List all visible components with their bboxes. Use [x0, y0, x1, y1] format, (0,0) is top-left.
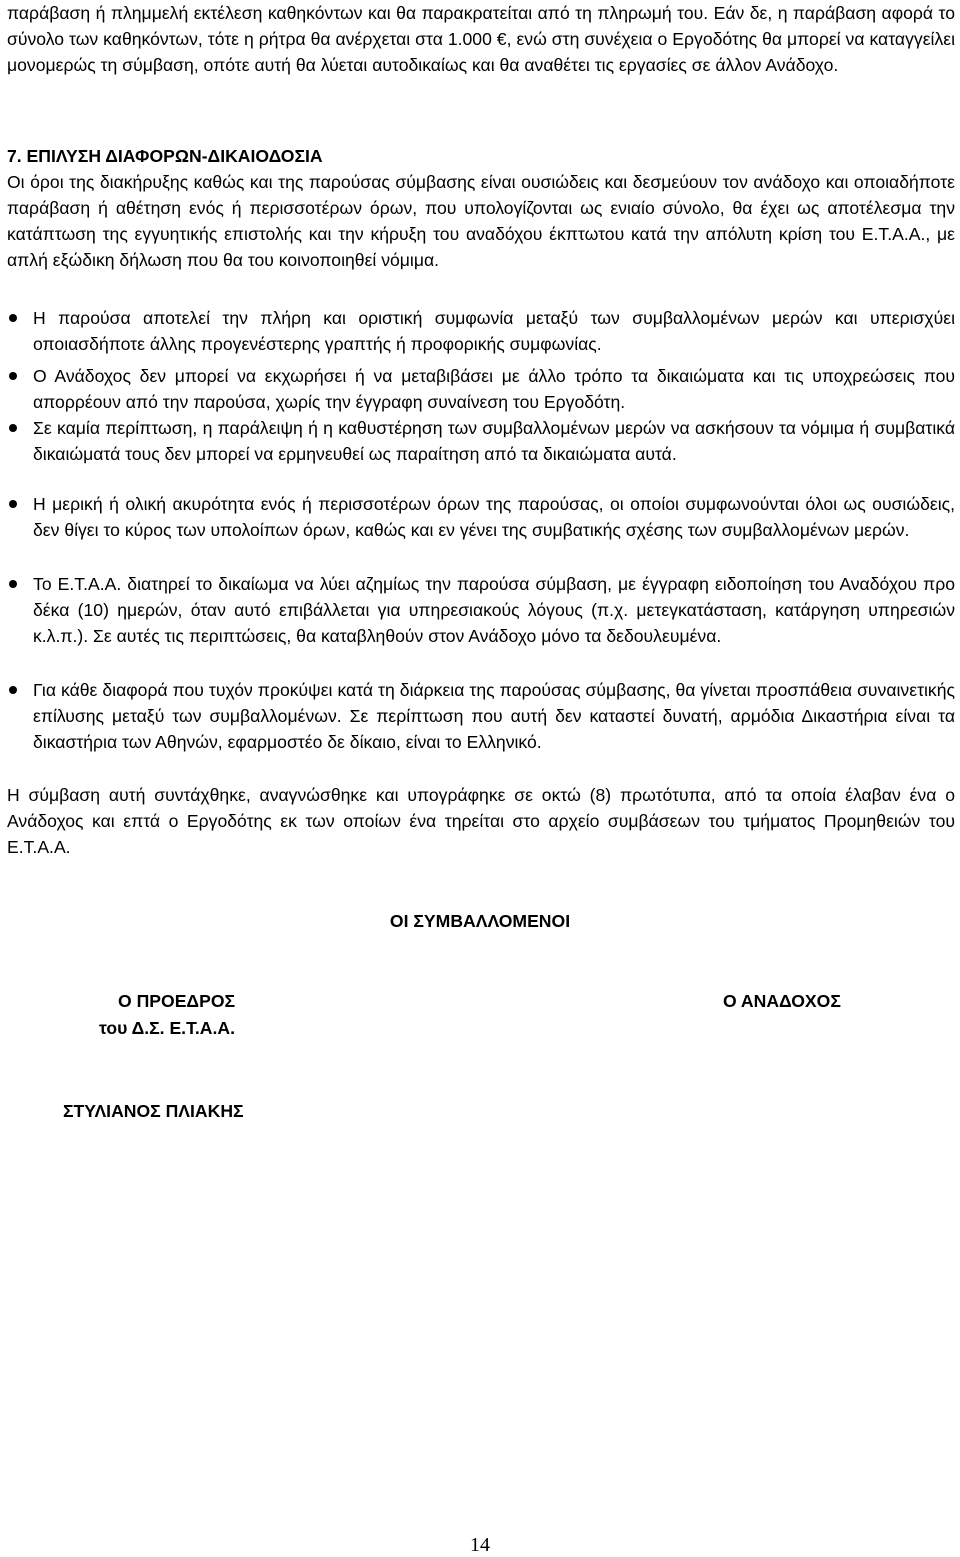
- bullet-icon: [9, 500, 17, 508]
- list-item: [7, 415, 955, 467]
- signatories-heading: ΟΙ ΣΥΜΒΑΛΛΟΜΕΝΟΙ: [389, 911, 571, 931]
- president-subtitle: του Δ.Σ. Ε.Τ.Α.Α.: [99, 1018, 235, 1038]
- section-body-paragraph: Οι όροι της διακήρυξης καθώς και της παρούσας σύμβασης είναι ουσιώδεις και δεσμεύουν τον ανάδοχο και οποιαδήποτε παράβαση ή αθέτηση ενός ή περισσοτέρων όρων, που υπολογίζονται ως ενιαίο σύνολο, θα έχει ως αποτέλεσμα την κατάπτωση της εγγυητικής επιστολής και την κήρυξη του αναδόχου έκπτωτου κατά την απόλυτη κρίση του Ε.Τ.Α.Α., με απλή εξώδικη δήλωση που θα του κοινοποιηθεί νόμιμα.: [7, 172, 955, 270]
- contractor-title: Ο ΑΝΑΔΟΧΟΣ: [723, 991, 841, 1011]
- bullet-icon: [9, 372, 17, 380]
- list-item-text: Σε καμία περίπτωση, η παράλειψη ή η καθυστέρηση των συμβαλλομένων μερών να ασκήσουν τα νόμιμα ή συμβατικά δικαιώματά τους δεν μπορεί να ερμηνευθεί ως παραίτηση από τα δικαιώματα αυτά.: [33, 418, 955, 464]
- list-item-text: Η μερική ή ολική ακυρότητα ενός ή περισσοτέρων όρων της παρούσας, οι οποίοι συμφωνούνται όλοι ως ουσιώδεις, δεν θίγει το κύρος των υπολοίπων όρων, καθώς και εν γένει της συμβατικής σχέσης των συμβαλλομένων μερών.: [33, 494, 955, 540]
- list-item: [7, 491, 955, 543]
- list-item: [7, 571, 955, 649]
- list-item: [7, 363, 955, 415]
- list-item-text: Για κάθε διαφορά που τυχόν προκύψει κατά τη διάρκεια της παρούσας σύμβασης, θα γίνεται προσπάθεια συναινετικής επίλυσης μεταξύ των συμβαλλομένων. Σε περίπτωση που αυτή δεν καταστεί δυνατή, αρμόδια Δικαστήρια είναι τα δικαστήρια των Αθηνών, εφαρμοστέο δε δίκαιο, είναι το Ελληνικό.: [33, 680, 955, 752]
- list-item-text: Η παρούσα αποτελεί την πλήρη και οριστική συμφωνία μεταξύ των συμβαλλομένων μερών και υπερισχύει οποιασδήποτε άλλης προγενέστερης γραπτής ή προφορικής συμφωνίας.: [33, 308, 955, 354]
- section-heading: 7. ΕΠΙΛΥΣΗ ΔΙΑΦΟΡΩΝ-ΔΙΚΑΙΟΔΟΣΙΑ: [7, 146, 323, 166]
- bullet-icon: [9, 580, 17, 588]
- bullet-icon: [9, 314, 17, 322]
- president-name: ΣΤΥΛΙΑΝΟΣ ΠΛΙΑΚΗΣ: [63, 1101, 244, 1121]
- page-number: 14: [470, 1534, 490, 1556]
- closing-paragraph: Η σύμβαση αυτή συντάχθηκε, αναγνώσθηκε και υπογράφηκε σε οκτώ (8) πρωτότυπα, από τα οποία έλαβαν ένα ο Ανάδοχος και επτά ο Εργοδότης εκ των οποίων ένα τηρείται στο αρχείο συμβάσεων του τμήματος Προμηθειών του Ε.Τ.Α.Α.: [7, 785, 955, 857]
- list-item-text: Ο Ανάδοχος δεν μπορεί να εκχωρήσει ή να μεταβιβάσει με άλλο τρόπο τα δικαιώματα και τις υποχρεώσεις που απορρέουν από την παρούσα, χωρίς την έγγραφη συναίνεση του Εργοδότη.: [33, 366, 955, 412]
- bullet-icon: [9, 424, 17, 432]
- list-item-text: Το Ε.Τ.Α.Α. διατηρεί το δικαίωμα να λύει αζημίως την παρούσα σύμβαση, με έγγραφη ειδοποίηση του Αναδόχου προ δέκα (10) ημερών, όταν αυτό επιβάλλεται για υπηρεσιακούς λόγους (π.χ. μετεγκατάσταση, κατάργηση υπηρεσιών κ.λ.π.). Σε αυτές τις περιπτώσεις, θα καταβληθούν στον Ανάδοχο μόνο τα δεδουλευμένα.: [33, 574, 955, 646]
- list-item: [7, 305, 955, 357]
- intro-paragraph: παράβαση ή πλημμελή εκτέλεση καθηκόντων και θα παρακρατείται από τη πληρωμή του. Εάν δε, η παράβαση αφορά το σύνολο των καθηκόντων, τότε η ρήτρα θα ανέρχεται στα 1.000 €, ενώ στη συνέχεια ο Εργοδότης θα μπορεί να καταγγείλει μονομερώς τη σύμβαση, οπότε αυτή θα λύεται αυτοδικαίως και θα αναθέτει τις εργασίες σε άλλον Ανάδοχο.: [7, 3, 955, 75]
- president-title: Ο ΠΡΟΕΔΡΟΣ: [118, 991, 236, 1011]
- list-item: [7, 677, 955, 755]
- bullet-icon: [9, 686, 17, 694]
